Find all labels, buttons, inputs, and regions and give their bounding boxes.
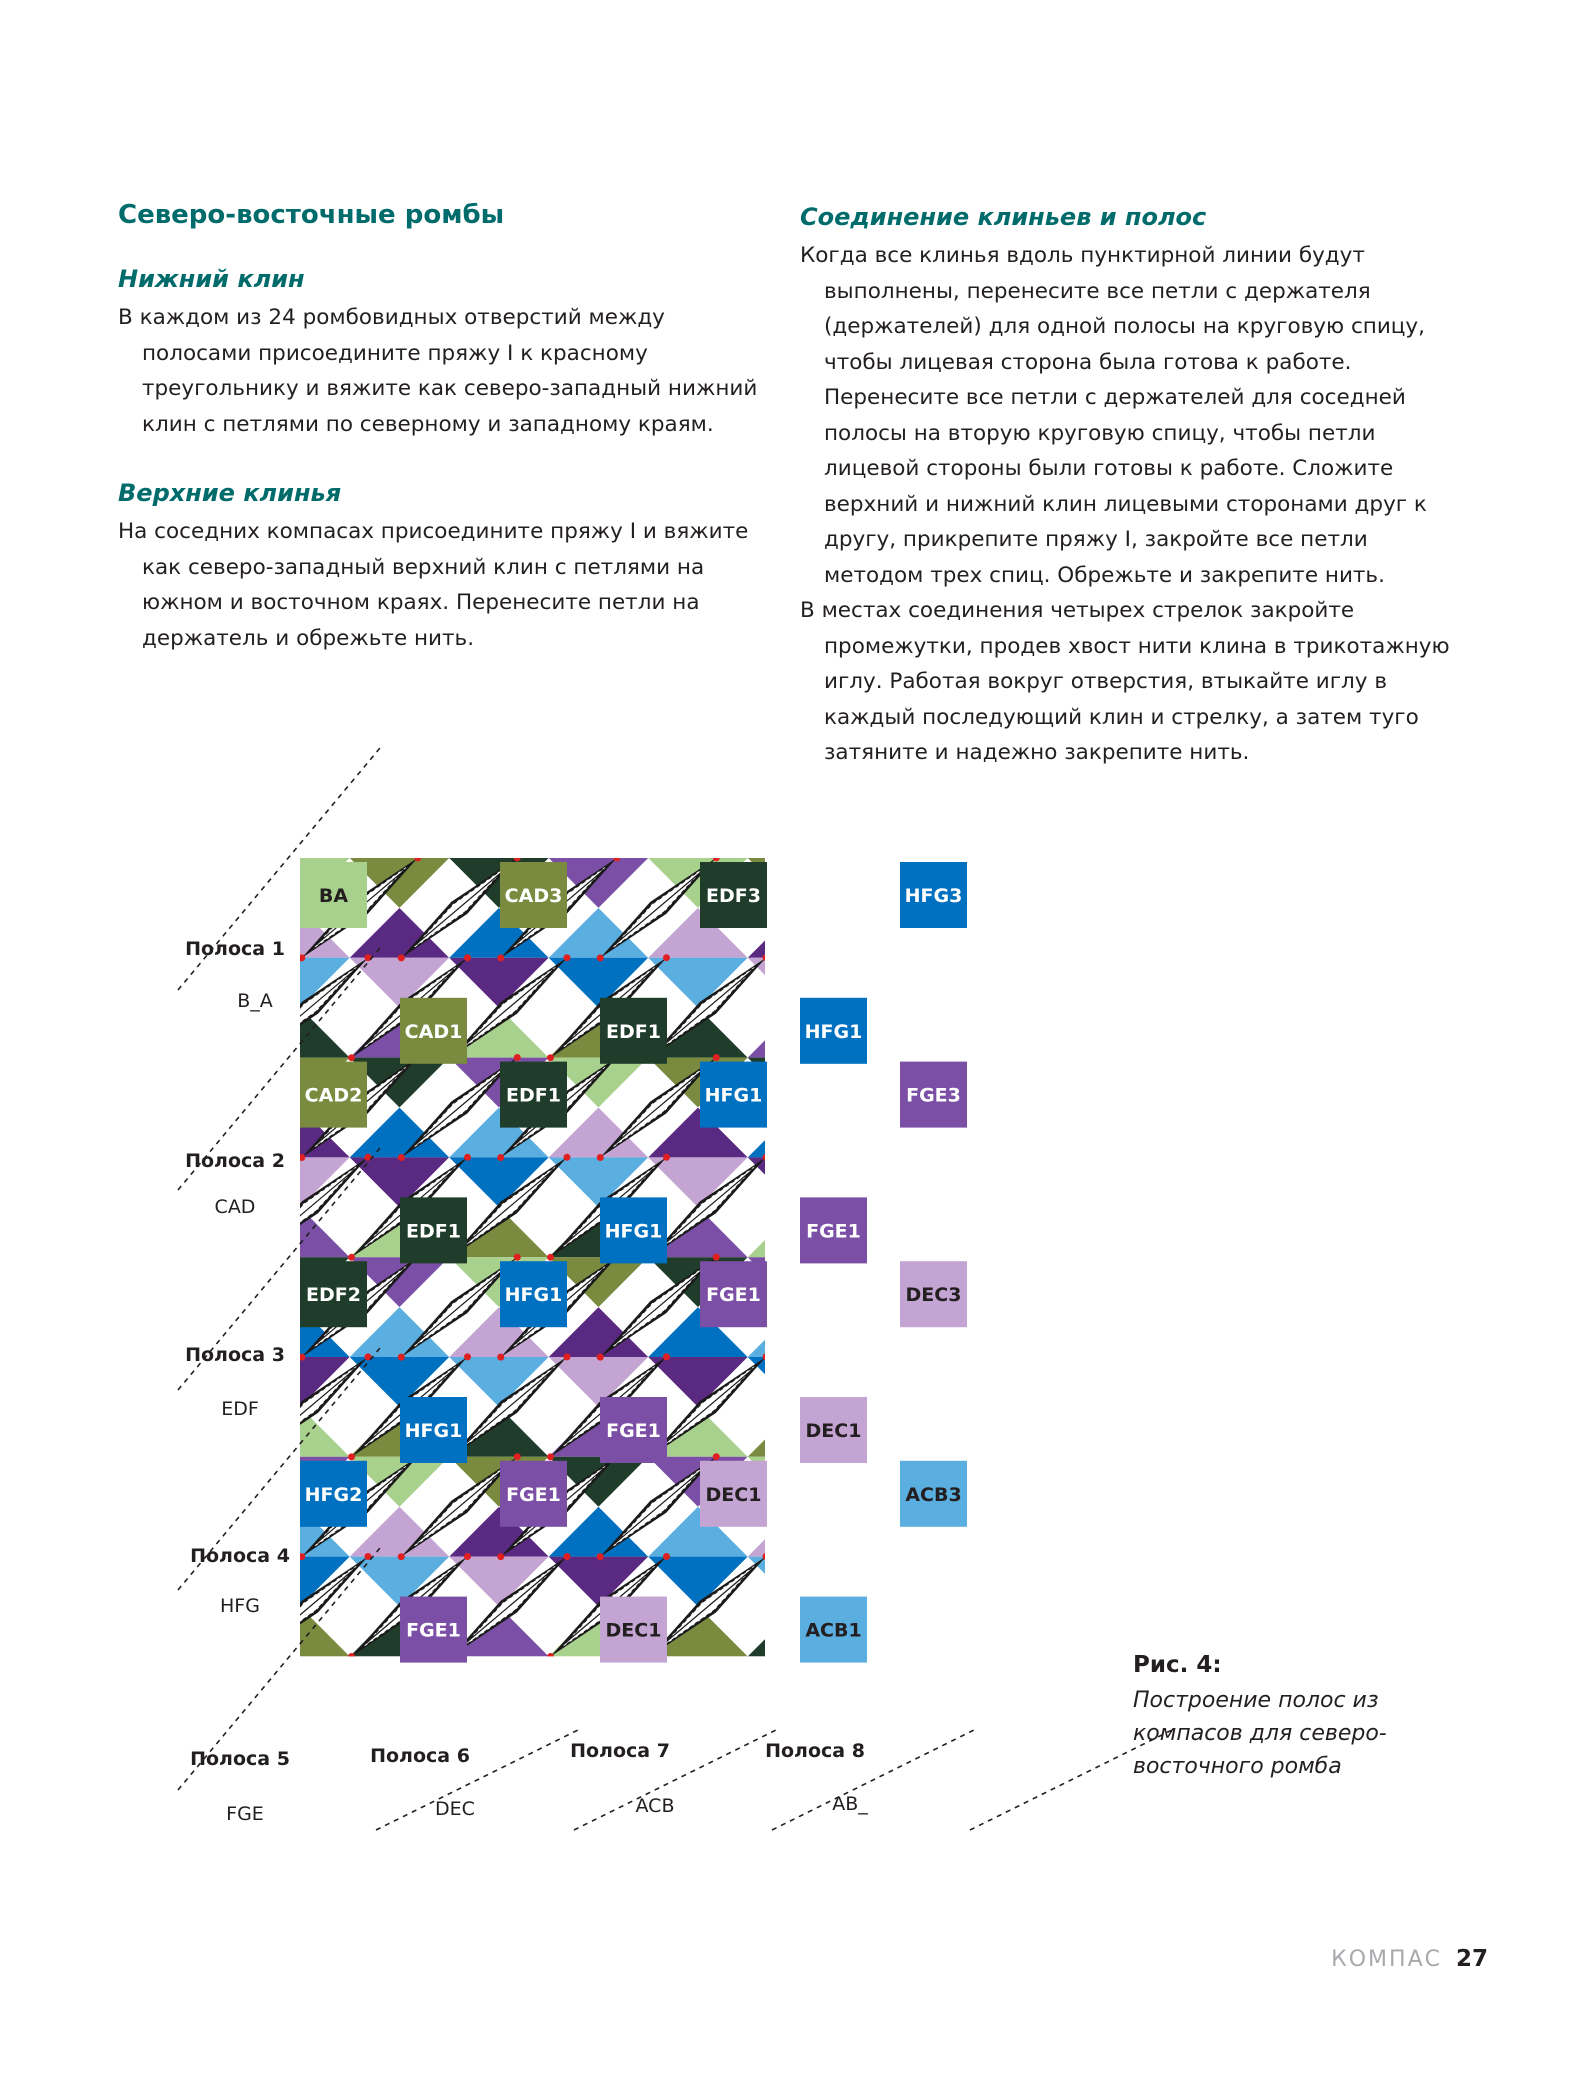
strip-label-group <box>190 1545 290 1617</box>
square-label: HFG1 <box>504 1284 563 1307</box>
square-block <box>600 1197 667 1263</box>
square-label: FGE1 <box>606 1420 661 1442</box>
strip-label-group <box>370 1745 475 1820</box>
page-number: 27 <box>1455 1946 1488 1972</box>
strip-label-group <box>765 1740 868 1815</box>
strip-label: Полоса 8 <box>765 1740 865 1762</box>
square-label: DEC1 <box>705 1483 762 1506</box>
square-block <box>500 1261 567 1327</box>
square-block <box>600 1397 667 1463</box>
square-block <box>900 862 967 928</box>
square-label: FGE1 <box>806 1220 861 1243</box>
square-block <box>600 998 667 1064</box>
section-heading: Северо-восточные ромбы <box>118 200 505 230</box>
square-block <box>400 1597 467 1663</box>
square-block <box>900 1461 967 1527</box>
square-label: HFG1 <box>604 1220 663 1243</box>
strip-label: Полоса 7 <box>570 1740 670 1762</box>
strip-label-group <box>190 1748 290 1825</box>
caption-text: Построение полос из компасов для северо-восточного ромба <box>1133 1688 1387 1779</box>
square-block <box>400 1397 467 1463</box>
strip-label: Полоса 2 <box>185 1150 285 1172</box>
square-block <box>800 1397 867 1463</box>
caption-title: Рис. 4: <box>1133 1652 1222 1678</box>
strip-code: CAD <box>214 1196 256 1218</box>
square-block <box>600 1597 667 1663</box>
strip-label: Полоса 5 <box>190 1748 290 1770</box>
square-label: HFG3 <box>904 885 963 907</box>
square-label: DEC1 <box>805 1420 862 1442</box>
square-block <box>500 1062 567 1128</box>
square-block <box>300 1062 367 1128</box>
square-label: ACB1 <box>805 1619 862 1642</box>
square-block <box>700 1062 767 1128</box>
square-label: FGE1 <box>406 1619 461 1642</box>
square-label: HFG1 <box>404 1420 463 1442</box>
square-label: EDF1 <box>606 1020 661 1043</box>
strip-code: FGE <box>226 1803 264 1825</box>
square-label: FGE3 <box>906 1084 961 1107</box>
square-label: DEC1 <box>605 1619 662 1642</box>
white-diamond <box>798 1457 898 1557</box>
square-label: ACB3 <box>905 1483 962 1506</box>
strip-label: Полоса 3 <box>185 1344 285 1366</box>
square-block <box>700 862 767 928</box>
square-block <box>300 862 367 928</box>
square-label: EDF3 <box>706 885 761 907</box>
quilt-grid <box>249 854 898 1660</box>
square-label: CAD1 <box>404 1020 463 1043</box>
strip-code: EDF <box>221 1398 259 1420</box>
square-label: FGE1 <box>506 1483 561 1506</box>
square-block <box>800 1597 867 1663</box>
paragraph-upper-wedges: На соседних компасах присоедините пряжу I и вяжите как северо-западный верхний клин с петлями на южном и восточном краях. Перенесите петли на держатель и обрежьте нить. <box>118 519 749 651</box>
square-label: HFG2 <box>304 1483 363 1506</box>
paragraph-joining-2: В местах соединения четырех стрелок закройте промежутки, продев хвост нити клина в трикотажную иглу. Работая вокруг отверстия, втыкайте иглу в каждый последующий клин и стрелку, а затем туго затяните и надежно закрепите нить. <box>800 598 1450 765</box>
strip-label: Полоса 4 <box>190 1545 290 1567</box>
strip-code: AB_ <box>832 1793 868 1815</box>
square-block <box>900 1261 967 1327</box>
white-diamond <box>798 1058 898 1158</box>
strip-label-group <box>185 1150 285 1218</box>
white-diamond <box>798 858 898 958</box>
subheading-upper-wedges: Верхние клинья <box>118 479 342 507</box>
square-label: FGE1 <box>706 1284 761 1307</box>
square-block <box>700 1261 767 1327</box>
square-label: DEC3 <box>905 1284 962 1307</box>
strip-label: Полоса 6 <box>370 1745 470 1767</box>
white-diamond <box>798 1257 898 1357</box>
square-block <box>800 1197 867 1263</box>
strip-label-group <box>185 1344 285 1420</box>
square-block <box>300 1461 367 1527</box>
square-block <box>800 998 867 1064</box>
square-block <box>500 1461 567 1527</box>
strip-label-group <box>185 938 285 1012</box>
square-label: BA <box>318 885 349 907</box>
square-label: EDF1 <box>506 1084 561 1107</box>
square-block <box>300 1261 367 1327</box>
square-block <box>400 1197 467 1263</box>
strip-code: B_A <box>237 990 273 1012</box>
square-block <box>900 1062 967 1128</box>
subheading-joining: Соединение клиньев и полос <box>800 203 1207 231</box>
strip-label: Полоса 1 <box>185 938 285 960</box>
paragraph-lower-wedge: В каждом из 24 ромбовидных отверстий между полосами присоедините пряжу I к красному треугольнику и вяжите как северо-западный нижний клин с петлями по северному и западному краям. <box>118 305 758 437</box>
square-label: HFG1 <box>804 1020 863 1043</box>
strip-code: ACB <box>635 1795 675 1817</box>
footer-section-name: КОМПАС <box>1331 1947 1442 1972</box>
figure-caption <box>1133 1648 1433 1783</box>
paragraph-joining-1: Когда все клинья вдоль пунктирной линии будут выполнены, перенесите все петли с держателя (держателей) для одной полосы на круговую спицу, чтобы лицевая сторона была готова к работе. Перенесите все петли с держателей для соседней полосы на вторую круговую спицу, чтобы петли лицевой стороны были готовы к работе. Сложите верхний и нижний клин лицевыми сторонами друг к другу, прикрепите пряжу I, закройте все петли методом трех спиц. Обрежьте и закрепите нить. <box>800 243 1427 588</box>
square-block <box>400 998 467 1064</box>
square-block <box>700 1461 767 1527</box>
square-label: CAD3 <box>504 885 563 907</box>
square-label: HFG1 <box>704 1084 763 1107</box>
square-label: CAD2 <box>304 1084 363 1107</box>
square-label: EDF2 <box>306 1284 361 1307</box>
strip-code: DEC <box>435 1798 475 1820</box>
square-block <box>500 862 567 928</box>
square-label: EDF1 <box>406 1220 461 1243</box>
strip-code: HFG <box>220 1595 260 1617</box>
page-footer <box>1331 1946 1488 1972</box>
subheading-lower-wedge: Нижний клин <box>118 265 305 293</box>
